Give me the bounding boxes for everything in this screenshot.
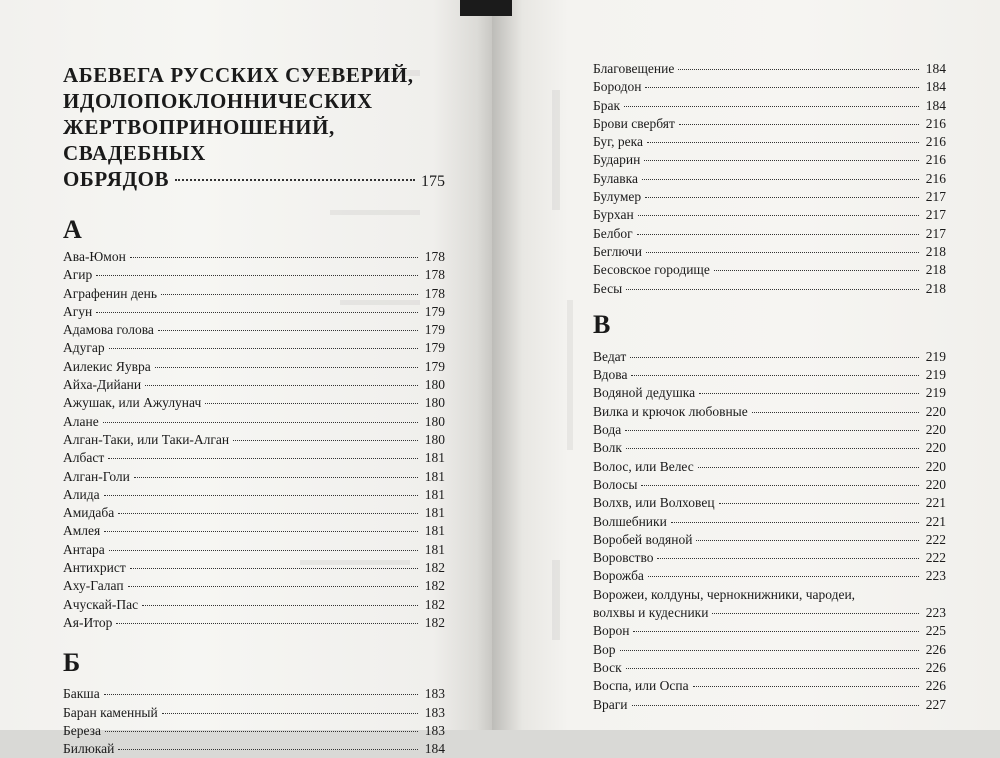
entries-list-a: [63, 248, 445, 632]
entry-label: Алган-Голи: [63, 468, 130, 484]
toc-entry: [63, 468, 445, 486]
letter-heading-b: Б: [63, 648, 81, 678]
toc-entry-multiline: [593, 586, 946, 623]
entries-list-v: [593, 348, 946, 586]
entry-page: 220: [925, 403, 946, 419]
right-page: [492, 0, 1000, 730]
entry-page: 178: [424, 285, 445, 301]
toc-entry: [593, 225, 946, 243]
dot-leader: [638, 215, 919, 216]
entry-page: 218: [925, 280, 946, 296]
dot-leader: [626, 289, 919, 290]
left-page: [0, 0, 492, 757]
entry-label: Волос, или Велес: [593, 458, 694, 474]
toc-entry: [63, 722, 445, 740]
toc-entry: [593, 280, 946, 298]
entry-page: 179: [424, 303, 445, 319]
entry-page: 181: [424, 541, 445, 557]
entry-label: Волосы: [593, 476, 638, 492]
toc-entry: [63, 577, 445, 595]
toc-entry: [63, 321, 445, 339]
entry-label: Антара: [63, 541, 105, 557]
toc-entry: [593, 531, 946, 549]
entry-label: Амлея: [63, 523, 101, 539]
dot-leader: [205, 403, 418, 404]
entry-label: Враги: [593, 696, 628, 712]
entry-label: Алган-Таки, или Таки-Алган: [63, 431, 230, 447]
entry-label: Аграфенин день: [63, 285, 158, 301]
dot-leader: [752, 412, 919, 413]
dot-leader: [161, 294, 418, 295]
toc-entry: [63, 504, 445, 522]
dot-leader: [719, 503, 919, 504]
toc-entry: [63, 339, 445, 357]
entry-label: Бородон: [593, 79, 642, 95]
entry-page: 216: [925, 170, 946, 186]
toc-entry: [593, 458, 946, 476]
section-title-line: АБЕВЕГА РУССКИХ СУЕВЕРИЙ,: [63, 63, 414, 87]
toc-entry: [593, 366, 946, 384]
toc-entry: [593, 421, 946, 439]
toc-entry: [593, 513, 946, 531]
entry-page: 179: [424, 340, 445, 356]
dot-leader: [637, 234, 919, 235]
toc-entry: [593, 439, 946, 457]
dot-leader: [693, 686, 919, 687]
entry-label: Волшебники: [593, 513, 667, 529]
dot-leader: [641, 485, 919, 486]
entry-label: Билюкай: [63, 741, 115, 757]
entry-page: 220: [925, 440, 946, 456]
dot-leader: [103, 422, 418, 423]
entry-page: 226: [925, 641, 946, 657]
entry-page: 220: [925, 458, 946, 474]
entry-page: 217: [925, 207, 946, 223]
entry-label: Агир: [63, 267, 93, 283]
entry-page: 221: [925, 495, 946, 511]
section-title-line: ИДОЛОПОКЛОННИЧЕСКИХ: [63, 89, 373, 113]
dot-leader: [96, 312, 418, 313]
toc-entry: [593, 622, 946, 640]
entry-label: Воспа, или Оспа: [593, 678, 689, 694]
entry-page: 216: [925, 134, 946, 150]
entry-page: 180: [424, 395, 445, 411]
entry-page: 218: [925, 243, 946, 259]
entry-label: Вор: [593, 641, 616, 657]
entry-page: 223: [925, 568, 946, 584]
dot-leader: [671, 522, 919, 523]
toc-entry: [63, 541, 445, 559]
dot-leader: [679, 124, 919, 125]
entry-page: 182: [424, 596, 445, 612]
entry-label: Ава-Юмон: [63, 249, 126, 264]
dot-leader: [648, 576, 919, 577]
dot-leader: [109, 348, 418, 349]
entry-label: Амидаба: [63, 505, 115, 521]
entry-label: Вода: [593, 422, 622, 438]
entry-label: Бесовское городище: [593, 262, 710, 278]
entry-page: 183: [424, 704, 445, 720]
dot-leader: [116, 623, 418, 624]
entry-page: 222: [925, 531, 946, 547]
book-spine-shadow: [460, 0, 512, 16]
toc-entry: [63, 266, 445, 284]
entry-page: 216: [925, 152, 946, 168]
entry-page: 219: [925, 348, 946, 364]
toc-entry: [593, 567, 946, 585]
entry-label: Булавка: [593, 170, 639, 186]
toc-entry: [593, 206, 946, 224]
toc-entry: [63, 394, 445, 412]
dot-leader: [645, 197, 919, 198]
toc-entry: [593, 549, 946, 567]
dot-leader: [632, 705, 919, 706]
dot-leader: [699, 393, 919, 394]
dot-leader: [630, 357, 919, 358]
entries-list-v-end: [593, 622, 946, 713]
toc-entry: [593, 97, 946, 115]
entry-label: Баран каменный: [63, 704, 158, 720]
toc-entry: [593, 494, 946, 512]
dot-leader: [696, 540, 919, 541]
entry-page: 178: [424, 267, 445, 283]
toc-entry: [593, 677, 946, 695]
dot-leader: [233, 440, 418, 441]
entry-label: Ая-Итор: [63, 614, 113, 630]
entry-page: 184: [925, 97, 946, 113]
entry-page: 184: [925, 61, 946, 76]
toc-entry: [593, 115, 946, 133]
dot-leader: [104, 694, 418, 695]
dot-leader: [109, 550, 418, 551]
section-title-last-word: ОБРЯДОВ: [63, 167, 170, 191]
entry-page: 184: [424, 741, 445, 757]
toc-entry: [63, 413, 445, 431]
dot-leader: [631, 375, 919, 376]
dot-leader: [626, 448, 919, 449]
entry-page: 182: [424, 614, 445, 630]
entry-page: 219: [925, 367, 946, 383]
dot-leader: [698, 467, 919, 468]
toc-entry: [593, 151, 946, 169]
toc-entry: [63, 376, 445, 394]
entry-page: 179: [424, 322, 445, 338]
entries-list-b-continued: [593, 60, 946, 298]
toc-entry: [63, 614, 445, 632]
letter-heading-a: А: [63, 215, 82, 244]
entry-page: 225: [925, 623, 946, 639]
dot-leader: [158, 330, 418, 331]
entry-page: 182: [424, 578, 445, 594]
toc-entry: [593, 348, 946, 366]
toc-entry: [593, 188, 946, 206]
toc-entry: [63, 486, 445, 504]
entry-page: 181: [424, 505, 445, 521]
toc-entry: [63, 303, 445, 321]
entry-page: 217: [925, 189, 946, 205]
dot-leader: [118, 513, 418, 514]
entry-label: Бесы: [593, 280, 623, 296]
toc-entry: [63, 449, 445, 467]
entry-label: Албаст: [63, 450, 105, 466]
dot-leader: [96, 275, 418, 276]
entry-page: 181: [424, 486, 445, 502]
entry-label: Аху-Галап: [63, 578, 124, 594]
dot-leader: [626, 668, 919, 669]
entry-page: 184: [925, 79, 946, 95]
entry-page: 217: [925, 225, 946, 241]
entry-label: Бакша: [63, 686, 100, 702]
dot-leader: [104, 495, 418, 496]
entry-label: Воробей водяной: [593, 531, 693, 547]
entry-label: Воск: [593, 659, 622, 675]
dot-leader: [175, 179, 415, 181]
entry-label: Антихрист: [63, 560, 126, 576]
toc-entry: [593, 696, 946, 714]
entry-label: Ачускай-Пас: [63, 596, 139, 612]
dot-leader: [108, 458, 418, 459]
entry-label: Адамова голова: [63, 322, 154, 338]
entry-label: Ворожба: [593, 568, 644, 584]
entry-page: 180: [424, 377, 445, 393]
dot-leader: [678, 69, 919, 70]
toc-entry: [593, 261, 946, 279]
entry-label: Волк: [593, 440, 622, 456]
entry-page: 222: [925, 550, 946, 566]
entry-page: 180: [424, 431, 445, 447]
toc-entry: [63, 559, 445, 577]
dot-leader: [155, 367, 418, 368]
entry-label: Бурхан: [593, 207, 634, 223]
dot-leader: [620, 650, 919, 651]
dot-leader: [646, 252, 919, 253]
dot-leader: [644, 160, 919, 161]
entry-label: Бударин: [593, 152, 641, 168]
entry-page: 183: [424, 686, 445, 702]
dot-leader: [624, 106, 919, 107]
left-page-content: [63, 62, 445, 758]
dot-leader: [657, 558, 919, 559]
dot-leader: [130, 568, 418, 569]
entry-page: 223: [925, 605, 946, 621]
entry-label: Белбог: [593, 225, 633, 241]
toc-entry: [593, 659, 946, 677]
dot-leader: [134, 477, 418, 478]
toc-entry: [63, 685, 445, 703]
dot-leader: [142, 605, 418, 606]
entry-page: 178: [424, 249, 445, 264]
dot-leader: [130, 257, 418, 258]
entry-label: Алане: [63, 413, 99, 429]
dot-leader: [642, 179, 919, 180]
entry-page: 220: [925, 422, 946, 438]
dot-leader: [105, 731, 418, 732]
toc-entry: [63, 285, 445, 303]
entry-label: Булумер: [593, 189, 642, 205]
dot-leader: [714, 270, 919, 271]
entry-label: Ажушак, или Ажулунач: [63, 395, 202, 411]
entry-label: Буг, река: [593, 134, 644, 150]
toc-entry: [593, 403, 946, 421]
entry-label: Волхв, или Волховец: [593, 495, 715, 511]
toc-entry: [593, 170, 946, 188]
toc-entry: [63, 704, 445, 722]
entry-label: Брови свербят: [593, 115, 675, 131]
entry-label-line1: Ворожеи, колдуны, чернокнижники, чародеи,: [593, 586, 856, 602]
dot-leader: [625, 430, 919, 431]
section-title-page: 175: [421, 173, 445, 190]
entry-label: Береза: [63, 722, 101, 738]
toc-entry: [593, 78, 946, 96]
entry-label: Айха-Дийани: [63, 377, 142, 393]
entry-label: Водяной дедушка: [593, 385, 696, 401]
letter-heading-v: В: [593, 309, 611, 339]
dot-leader: [647, 142, 919, 143]
dot-leader: [118, 749, 418, 750]
entry-page: 182: [424, 560, 445, 576]
toc-entry: [593, 476, 946, 494]
entry-label: Воровство: [593, 550, 654, 566]
toc-entry: [63, 248, 445, 266]
entries-list-b: [63, 685, 445, 758]
section-title-line: ЖЕРТВОПРИНОШЕНИЙ, СВАДЕБНЫХ: [63, 115, 335, 165]
entry-page: 220: [925, 476, 946, 492]
toc-entry: [63, 522, 445, 540]
toc-entry: [63, 596, 445, 614]
dot-leader: [712, 613, 919, 614]
dot-leader: [633, 631, 919, 632]
toc-entry: [593, 641, 946, 659]
dot-leader: [162, 713, 418, 714]
toc-entry: [593, 133, 946, 151]
entry-page: 181: [424, 468, 445, 484]
entry-page: 183: [424, 722, 445, 738]
entry-page: 216: [925, 115, 946, 131]
entry-page: 181: [424, 450, 445, 466]
entry-page: 221: [925, 513, 946, 529]
toc-entry: [593, 384, 946, 402]
entry-label: Ворон: [593, 623, 630, 639]
toc-entry: [593, 60, 946, 78]
entry-label: Алида: [63, 486, 100, 502]
entry-page: 218: [925, 262, 946, 278]
dot-leader: [145, 385, 418, 386]
entry-page: 181: [424, 523, 445, 539]
entry-label: Агун: [63, 303, 93, 319]
entry-label: Ведат: [593, 348, 627, 364]
entry-label: Брак: [593, 97, 621, 113]
entry-label: Вдова: [593, 367, 628, 383]
toc-entry: [593, 243, 946, 261]
entry-page: 180: [424, 413, 445, 429]
dot-leader: [128, 586, 418, 587]
dot-leader: [104, 531, 418, 532]
entry-page: 219: [925, 385, 946, 401]
entry-page: 227: [925, 696, 946, 712]
entry-label-line2: волхвы и кудесники: [593, 605, 709, 621]
entry-page: 226: [925, 678, 946, 694]
entry-label: Аилекис Яувра: [63, 358, 151, 374]
entry-label: Адугар: [63, 340, 105, 356]
entry-page: 179: [424, 358, 445, 374]
entry-label: Благовещение: [593, 61, 675, 76]
section-title-last-line: [63, 166, 445, 195]
section-title: [63, 62, 445, 195]
toc-entry: [63, 740, 445, 758]
entry-label: Вилка и крючок любовные: [593, 403, 748, 419]
dot-leader: [645, 87, 919, 88]
entry-page: 226: [925, 659, 946, 675]
right-page-content: [593, 60, 946, 714]
entry-label: Беглючи: [593, 243, 642, 259]
toc-entry: [63, 431, 445, 449]
toc-entry: [63, 358, 445, 376]
